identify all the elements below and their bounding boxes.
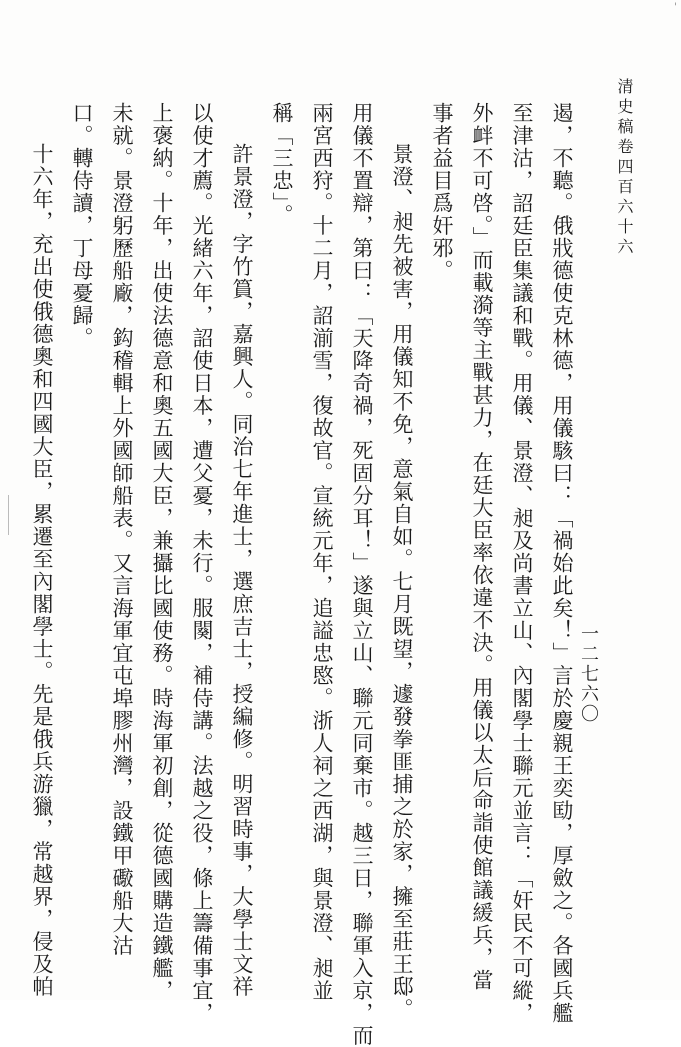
text-column-1: 遏，不聽。俄戕德使克林德，用儀駭曰：「禍始此矣！」言於慶親王奕劻，厚斂之。各國兵艦	[550, 102, 574, 1025]
text-column-14: 十六年，充出使俄德奧和四國大臣，累遷至內閣學士。先是俄兵游獵，常越界，侵及帕	[30, 143, 54, 998]
page-edge-line	[8, 495, 9, 535]
text-column-3: 外衅不可啓。」而載漪等主戰甚力，在廷大臣率依違不決。用儀以太后命詣使館議緩兵，當	[470, 102, 494, 992]
page-number: 一二七六〇	[578, 624, 599, 724]
text-column-6: 用儀不置辯，第曰：「天降奇禍，死固分耳！」遂與立山、聯元同棄市。越三日，聯軍入京，而	[350, 102, 374, 1047]
text-column-9: 許景澄，字竹篔，嘉興人。同治七年進士，選庶吉士，授編修。明習時事，大學士文祥	[230, 143, 254, 998]
text-column-13: 口。轉侍讀，丁母憂歸。	[70, 102, 94, 350]
text-column-2: 至津沽，詔廷臣集議和戰。用儀、景澄、昶及尚書立山、內閣學士聯元並言：「奸民不可縱，	[510, 102, 534, 1025]
text-column-7: 兩宮西狩。十二月，詔湔雪，復故官。宣統元年，追謚忠愍。浙人祠之西湖，與景澄、昶並	[310, 102, 334, 1002]
text-column-12: 未就。景澄躬歷船廠，鈎稽輯上外國師船表。又言海軍宜屯埠膠州灣，設鐵甲礮船大沽	[110, 102, 134, 957]
text-column-8: 稱「三忠」。	[270, 102, 294, 227]
text-column-4: 事者益目爲奸邪。	[430, 102, 454, 282]
running-header-title: 清史稿卷四百六十六	[615, 78, 634, 258]
text-column-10: 以使才薦。光緒六年，詔使日本，遭父憂，未行。服闋，補侍講。法越之役，條上籌備事宜，	[190, 102, 214, 1025]
text-column-5: 景澄、昶先被害，用儀知不免，意氣自如。七月既望，遽發拳匪捕之於家，擁至莊王邸。	[390, 143, 414, 1021]
corner-mark: '	[674, 2, 677, 13]
text-column-11: 上褒納。十年，出使法德意和奧五國大臣，兼攝比國使務。時海軍初創，從德國購造鐵艦，	[150, 102, 174, 1002]
